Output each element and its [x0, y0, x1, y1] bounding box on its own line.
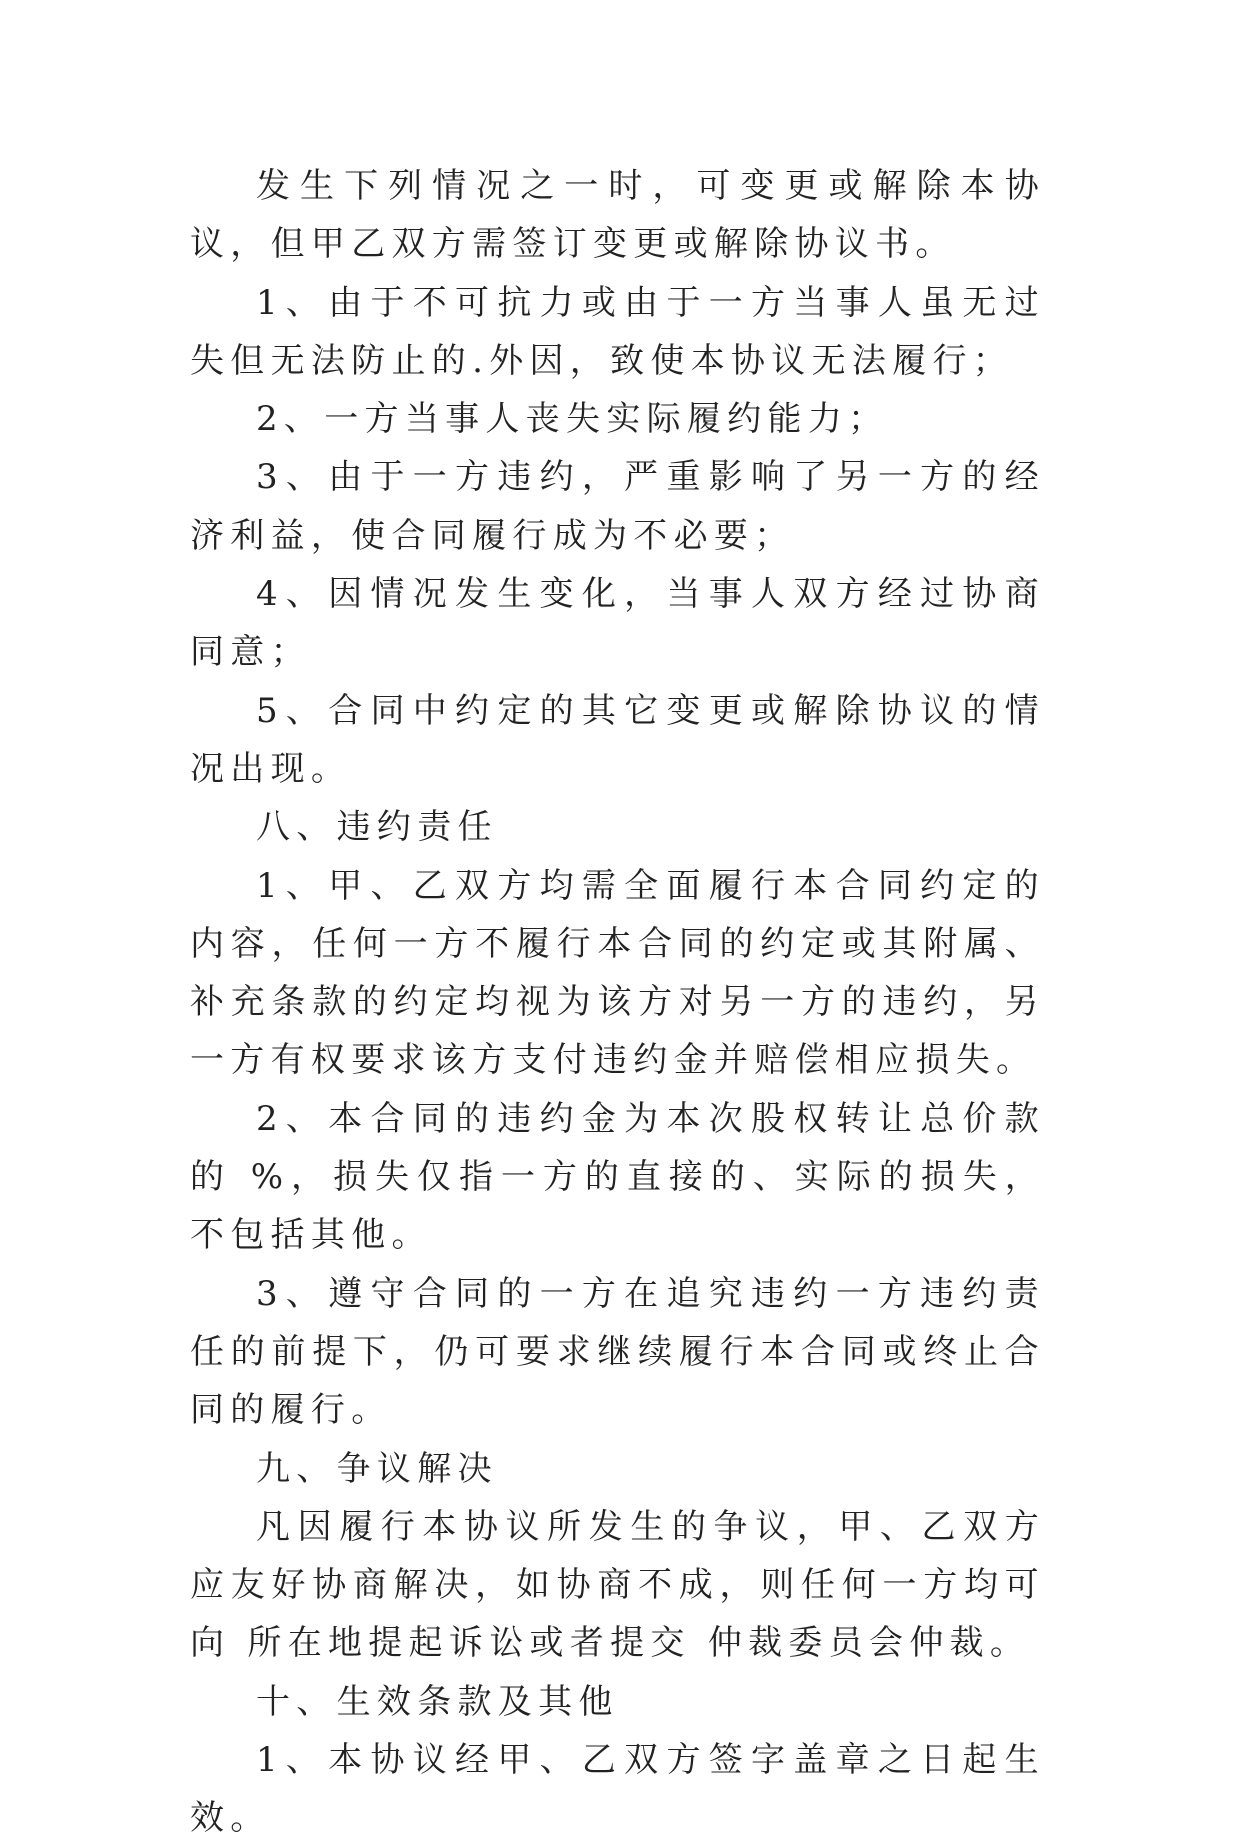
paragraph-serious-breach: 3、由于一方违约，严重影响了另一方的经济利益，使合同履行成为不必要；: [190, 457, 1045, 556]
section-heading-effectiveness: 十、生效条款及其他: [256, 1681, 619, 1722]
paragraph-change-termination-intro: 发生下列情况之一时，可变更或解除本协议，但甲乙双方需签订变更或解除协议书。: [190, 166, 1045, 265]
paragraph-force-majeure: 1、由于不可抗力或由于一方当事人虽无过失但无法防止的.外因，致使本协议无法履行；: [190, 282, 1045, 381]
paragraph-breach-definition: 1、甲、乙双方均需全面履行本合同约定的内容，任何一方不履行本合同的约定或其附属、补充条款的约定均视为该方对另一方的违约，另一方有权要求该方支付违约金并赔偿相应损失。: [190, 865, 1045, 1081]
paragraph-dispute-resolution: 凡因履行本协议所发生的争议，甲、乙双方应友好协商解决，如协商不成，则任何一方均可向 所在地提起诉讼或者提交 仲裁委员会仲裁。: [190, 1506, 1045, 1664]
section-heading-breach-liability: 八、违约责任: [256, 807, 498, 848]
paragraph-liquidated-damages: 2、本合同的违约金为本次股权转让总价款的 %，损失仅指一方的直接的、实际的损失，不包括其他。: [190, 1098, 1045, 1256]
paragraph-loss-of-capacity: 2、一方当事人丧失实际履约能力；: [256, 399, 889, 440]
paragraph-other-circumstances: 5、合同中约定的其它变更或解除协议的情况出现。: [190, 690, 1045, 789]
section-heading-dispute-resolution: 九、争议解决: [256, 1448, 498, 1489]
paragraph-effective-date: 1、本协议经甲、乙双方签字盖章之日起生效。: [190, 1740, 1045, 1839]
paragraph-mutual-agreement: 4、因情况发生变化，当事人双方经过协商同意；: [190, 574, 1045, 673]
paragraph-continued-performance: 3、遵守合同的一方在追究违约一方违约责任的前提下，仍可要求继续履行本合同或终止合同的履行。: [190, 1273, 1045, 1431]
document-body: [190, 157, 1045, 1848]
